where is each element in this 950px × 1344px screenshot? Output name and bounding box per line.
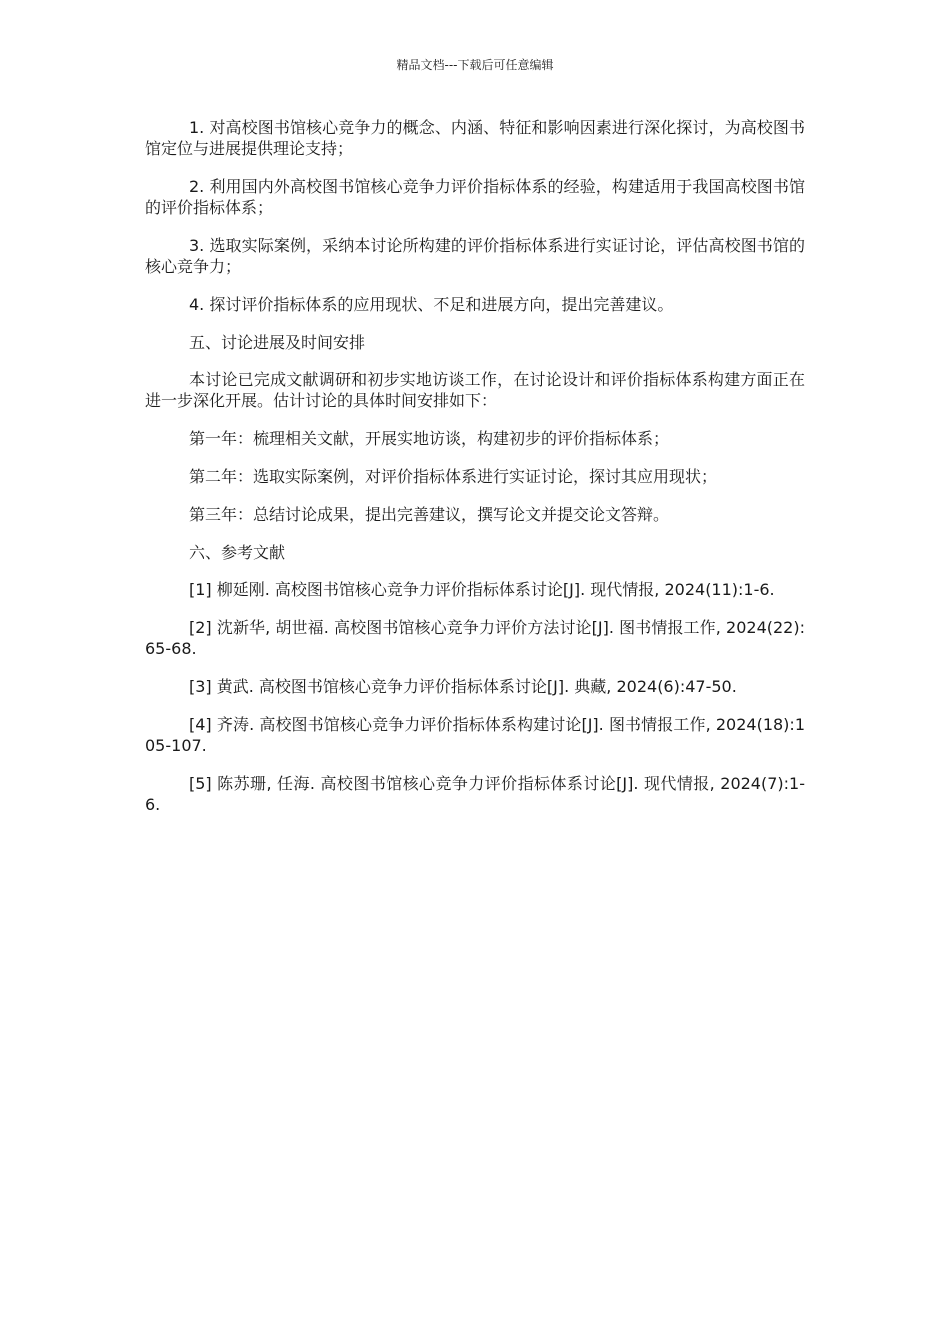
list-item-goal-2: 2. 利用国内外高校图书馆核心竞争力评价指标体系的经验，构建适用于我国高校图书馆的评价指标体系； <box>145 177 805 217</box>
schedule-year-3: 第三年：总结讨论成果，提出完善建议，撰写论文并提交论文答辩。 <box>189 505 670 524</box>
section-heading-schedule: 五、讨论进展及时间安排 <box>189 333 366 352</box>
reference-item-1: [1] 柳延刚. 高校图书馆核心竞争力评价指标体系讨论[J]. 现代情报, 2024(11):1-6. <box>189 580 775 599</box>
list-item-goal-1: 1. 对高校图书馆核心竞争力的概念、内涵、特征和影响因素进行深化探讨，为高校图书馆定位与进展提供理论支持； <box>145 118 805 158</box>
reference-item-3: [3] 黄武. 高校图书馆核心竞争力评价指标体系讨论[J]. 典藏, 2024(6):47-50. <box>189 677 737 696</box>
list-item-goal-3: 3. 选取实际案例，采纳本讨论所构建的评价指标体系进行实证讨论，评估高校图书馆的核心竞争力； <box>145 236 805 276</box>
document-body <box>145 117 805 832</box>
schedule-year-1: 第一年：梳理相关文献，开展实地访谈，构建初步的评价指标体系； <box>189 429 670 448</box>
schedule-intro: 本讨论已完成文献调研和初步实地访谈工作，在讨论设计和评价指标体系构建方面正在进一步深化开展。估计讨论的具体时间安排如下： <box>145 370 805 410</box>
reference-item-2: [2] 沈新华, 胡世福. 高校图书馆核心竞争力评价方法讨论[J]. 图书情报工作, 2024(22):65-68. <box>145 618 805 658</box>
list-item-goal-4: 4. 探讨评价指标体系的应用现状、不足和进展方向，提出完善建议。 <box>189 295 674 314</box>
reference-item-4: [4] 齐涛. 高校图书馆核心竞争力评价指标体系构建讨论[J]. 图书情报工作, 2024(18):105-107. <box>145 715 805 755</box>
section-heading-references: 六、参考文献 <box>189 543 286 562</box>
reference-item-5: [5] 陈苏珊, 任海. 高校图书馆核心竞争力评价指标体系讨论[J]. 现代情报, 2024(7):1-6. <box>145 774 805 814</box>
page-header: 精品文档---下载后可任意编辑 <box>396 58 554 72</box>
schedule-year-2: 第二年：选取实际案例，对评价指标体系进行实证讨论，探讨其应用现状； <box>189 467 718 486</box>
